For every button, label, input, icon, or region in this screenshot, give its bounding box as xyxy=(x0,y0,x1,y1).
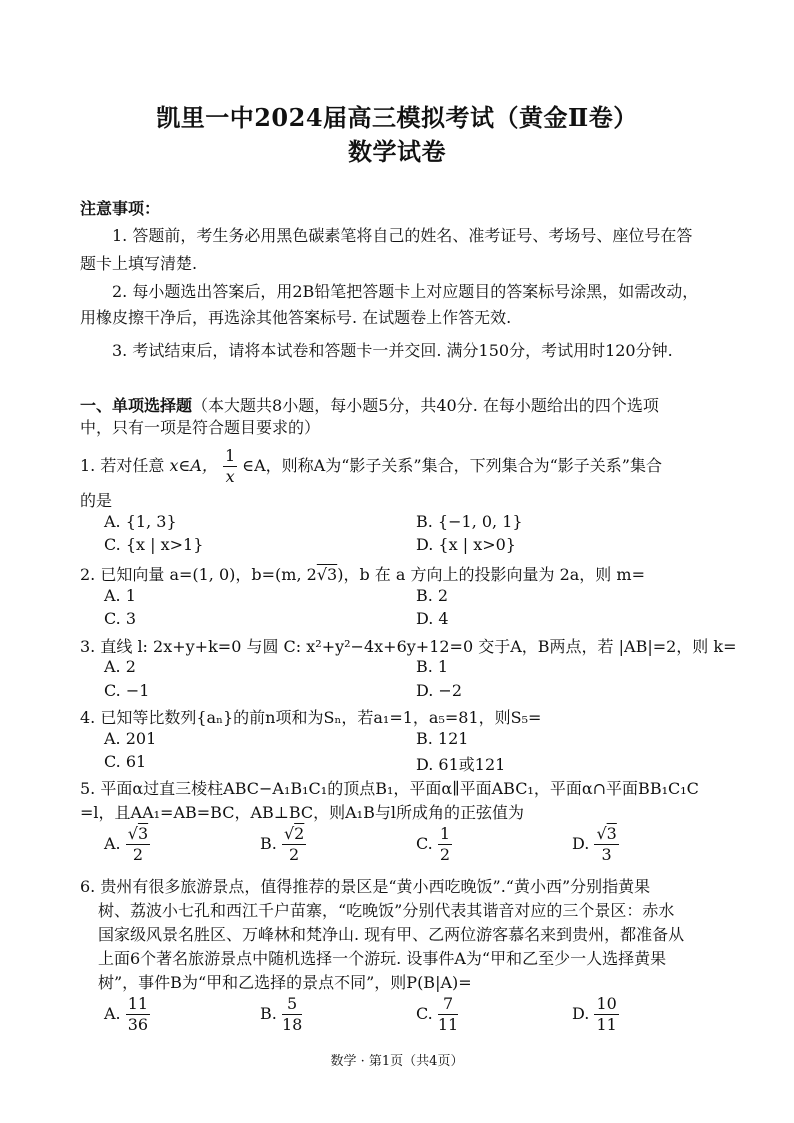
q2-sqrt-value: 3 xyxy=(327,565,338,584)
q2-text-a: 2. 已知向量 a=(1, 0)，b=(m, 2 xyxy=(80,565,317,584)
q6-b-fraction xyxy=(282,994,302,1035)
q4-option-b: B. 121 xyxy=(416,729,469,748)
question-3: 3. 直线 l: 2x+y+k=0 与圆 C: x²+y²−4x+6y+12=0 交于A，B两点，若 |AB|=2，则 k= xyxy=(80,637,737,656)
section-desc-cont: 中，只有一项是符合题目要求的） xyxy=(80,418,321,437)
q5-option-b xyxy=(260,824,306,865)
q6-b-num: 5 xyxy=(282,994,302,1015)
q6-a-label: A. xyxy=(104,1004,121,1023)
exam-subtitle: 数学试卷 xyxy=(348,137,446,166)
notice-line: 2. 每小题选出答案后，用2B铅笔把答题卡上对应题目的答案标号涂黑，如需改动， xyxy=(112,282,699,301)
q5-option-d xyxy=(572,824,619,865)
q6-option-c xyxy=(416,994,458,1035)
q5-d-num: 3 xyxy=(606,824,617,843)
q5-b-fraction: $\frac{√2}{2}$ xyxy=(283,824,305,864)
q3-option-b: B. 1 xyxy=(416,657,449,676)
q6-b-den: 18 xyxy=(281,1015,303,1034)
question-5-cont: =l，且AA₁=AB=BC，AB⊥BC，则A₁B与l所成角的正弦值为 xyxy=(80,803,524,822)
notice-line: 用橡皮擦干净后，再选涂其他答案标号. 在试题卷上作答无效. xyxy=(80,308,512,327)
q6-c-num: 7 xyxy=(438,994,458,1015)
q6-d-num: 10 xyxy=(596,994,617,1013)
q1-option-b: B. {−1, 0, 1} xyxy=(416,512,523,531)
q6-b-label: B. xyxy=(260,1004,277,1023)
section-desc: （本大题共8小题，每小题5分，共40分. 在每小题给出的四个选项 xyxy=(192,396,659,415)
q1-post: ∈A，则称A为“影子关系”集合，下列集合为“影子关系”集合 xyxy=(242,456,662,475)
q5-c-label: C. xyxy=(416,834,433,853)
q5-c-den: 2 xyxy=(439,845,451,864)
question-6-cont: 上面6个著名旅游景点中随机选择一个游玩. 设事件A为“甲和乙至少一人选择黄果 xyxy=(98,949,667,968)
question-6-cont: 国家级风景名胜区、万峰林和梵净山. 现有甲、乙两位游客慕名来到贵州，都准备从 xyxy=(98,925,685,944)
question-1 xyxy=(80,446,662,487)
q5-d-den: 3 xyxy=(601,845,612,864)
q5-c-fraction xyxy=(438,824,452,865)
question-5: 5. 平面α过直三棱柱ABC−A₁B₁C₁的顶点B₁，平面α∥平面ABC₁，平面α∩平面BB₁C₁C xyxy=(80,779,699,798)
q1-frac-den: x xyxy=(225,467,235,486)
q6-d-den: 11 xyxy=(596,1015,617,1034)
question-4: 4. 已知等比数列{aₙ}的前n项和为Sₙ，若a₁=1，a₅=81，则S₅= xyxy=(80,708,542,727)
q6-d-label: D. xyxy=(572,1004,590,1023)
q2-option-b: B. 2 xyxy=(416,586,449,605)
q2-sqrt: √3 xyxy=(316,565,338,584)
section-title: 一、单项选择题 xyxy=(80,396,193,415)
q6-option-b xyxy=(260,994,302,1035)
q1-cond: x∈A， xyxy=(169,456,218,475)
q6-a-fraction xyxy=(126,994,150,1035)
question-6-cont: 树”，事件B为“甲和乙选择的景点不同”，则P(B|A)= xyxy=(98,973,472,992)
q5-d-fraction: $\frac{√3}{3}$ xyxy=(596,824,617,864)
q5-b-label: B. xyxy=(260,834,277,853)
section-header xyxy=(80,393,659,416)
question-2 xyxy=(80,562,645,585)
q5-b-den: 2 xyxy=(289,845,300,864)
q4-option-a: A. 201 xyxy=(104,729,157,748)
q6-a-num: 11 xyxy=(127,994,149,1013)
q5-a-fraction: $\frac{√3}{2}$ xyxy=(127,824,149,864)
q2-option-d: D. 4 xyxy=(416,609,449,628)
q2-option-a: A. 1 xyxy=(104,586,136,605)
q1-pre: 1. 若对任意 xyxy=(80,456,165,475)
q6-option-a xyxy=(104,994,150,1035)
q2-option-c: C. 3 xyxy=(104,609,137,628)
q1-frac-num: 1 xyxy=(224,446,236,465)
q5-a-num: 3 xyxy=(137,824,149,843)
q3-option-a: A. 2 xyxy=(104,657,136,676)
q5-d-label: D. xyxy=(572,834,590,853)
q4-option-c: C. 61 xyxy=(104,752,147,771)
notice-heading: 注意事项： xyxy=(80,199,161,218)
q1-cont: 的是 xyxy=(80,491,113,510)
q5-c-num: 1 xyxy=(439,824,451,843)
q3-option-d: D. −2 xyxy=(416,681,463,700)
notice-line: 3. 考试结束后，请将本试卷和答题卡一并交回. 满分150分，考试用时120分钟. xyxy=(112,341,673,360)
q4-option-d: D. 61或121 xyxy=(416,755,506,774)
notice-line: 题卡上填写清楚. xyxy=(80,254,198,273)
q1-option-c: C. {x | x>1} xyxy=(104,535,204,554)
q6-c-den: 11 xyxy=(437,1015,459,1034)
q6-a-den: 36 xyxy=(127,1015,149,1034)
q1-option-d: D. {x | x>0} xyxy=(416,535,516,554)
question-6: 6. 贵州有很多旅游景点，值得推荐的景区是“黄小西吃晚饭”.“黄小西”分别指黄果 xyxy=(80,877,651,896)
exam-title: 凯里一中2024届高三模拟考试（黄金Ⅱ卷） xyxy=(156,103,638,132)
q1-option-a: A. {1, 3} xyxy=(104,512,177,531)
q5-a-den: 2 xyxy=(132,845,144,864)
q6-c-fraction xyxy=(438,994,458,1035)
q5-option-c xyxy=(416,824,452,865)
q1-fraction xyxy=(223,446,237,487)
q6-d-fraction xyxy=(594,994,618,1035)
notice-line: 1. 答题前，考生务必用黑色碳素笔将自己的姓名、准考证号、考场号、座位号在答 xyxy=(112,226,693,245)
q5-b-num: 2 xyxy=(294,824,305,843)
q5-option-a xyxy=(104,824,150,865)
q3-option-c: C. −1 xyxy=(104,681,150,700)
q6-c-label: C. xyxy=(416,1004,433,1023)
page-footer: 数学 · 第1页（共4页） xyxy=(330,1054,464,1069)
q2-text-b: )，b 在 a 方向上的投影向量为 2a，则 m= xyxy=(337,565,645,584)
question-6-cont: 树、荔波小七孔和西江千户苗寨，“吃晚饭”分别代表其谐音对应的三个景区：赤水 xyxy=(98,901,675,920)
q5-a-label: A. xyxy=(104,834,121,853)
q6-option-d xyxy=(572,994,619,1035)
